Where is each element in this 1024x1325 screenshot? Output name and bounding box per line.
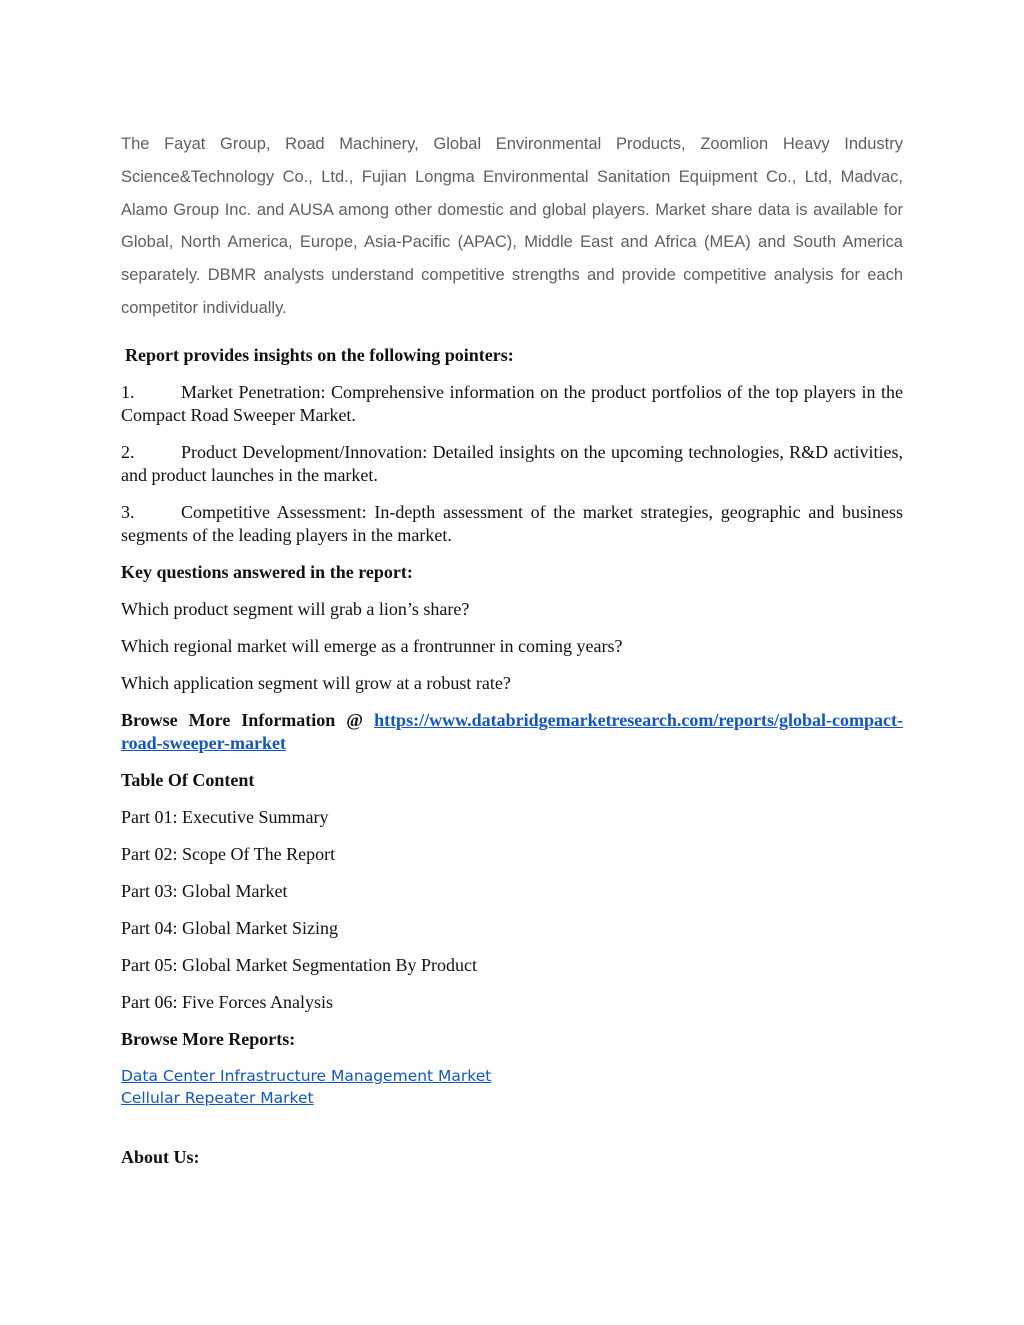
list-item-number: 1. xyxy=(121,381,135,402)
toc-item: Part 06: Five Forces Analysis xyxy=(121,991,333,1012)
browse-more-information xyxy=(121,709,903,755)
list-item-text: Competitive Assessment: In-depth assessment of the market strategies, geographic and business segments of the leading players in the market. xyxy=(121,501,903,545)
report-link-cellular-repeater[interactable]: Cellular Repeater Market xyxy=(121,1089,314,1108)
toc-item: Part 04: Global Market Sizing xyxy=(121,917,338,938)
more-reports-heading: Browse More Reports: xyxy=(121,1028,296,1049)
toc-item: Part 03: Global Market xyxy=(121,880,288,901)
list-item-number: 2. xyxy=(121,441,135,462)
pointers-heading: Report provides insights on the following pointers: xyxy=(125,344,514,365)
question-item: Which application segment will grow at a robust rate? xyxy=(121,672,511,693)
toc-item: Part 02: Scope Of The Report xyxy=(121,843,336,864)
more-reports-list xyxy=(121,1065,903,1110)
document-page xyxy=(121,128,903,1169)
list-item xyxy=(121,381,903,427)
intro-paragraph: The Fayat Group, Road Machinery, Global Environmental Products, Zoomlion Heavy Industry Science&Technology Co., Ltd., Fujian Longma Environmental Sanitation Equipment Co., Ltd, Madvac, Alamo Group Inc. and AUSA among other domestic and global players. Market share data is available for Global, North America, Europe, Asia-Pacific (APAC), Middle East and Africa (MEA) and South America separately. DBMR analysts understand competitive strengths and provide competitive analysis for each competitor individually. xyxy=(121,135,903,317)
pointers-list xyxy=(121,381,903,547)
question-item: Which product segment will grab a lion’s share? xyxy=(121,598,470,619)
report-url-link[interactable]: https://www.databridgemarketresearch.com/reports/global-compact-road-sweeper-market xyxy=(121,709,903,753)
list-item-number: 3. xyxy=(121,501,135,522)
list-item-text: Market Penetration: Comprehensive information on the product portfolios of the top players in the Compact Road Sweeper Market. xyxy=(121,381,903,425)
toc-item: Part 05: Global Market Segmentation By Product xyxy=(121,954,477,975)
question-item: Which regional market will emerge as a frontrunner in coming years? xyxy=(121,635,623,656)
about-heading: About Us: xyxy=(121,1146,200,1167)
list-item xyxy=(121,501,903,547)
toc-item: Part 01: Executive Summary xyxy=(121,806,329,827)
toc-heading: Table Of Content xyxy=(121,769,255,790)
report-link-data-center[interactable]: Data Center Infrastructure Management Market xyxy=(121,1066,492,1085)
questions-heading: Key questions answered in the report: xyxy=(121,561,413,582)
browse-more-label: Browse More Information @ xyxy=(121,709,375,730)
list-item xyxy=(121,441,903,487)
list-item-text: Product Development/Innovation: Detailed insights on the upcoming technologies, R&D activities, and product launches in the market. xyxy=(121,441,903,485)
